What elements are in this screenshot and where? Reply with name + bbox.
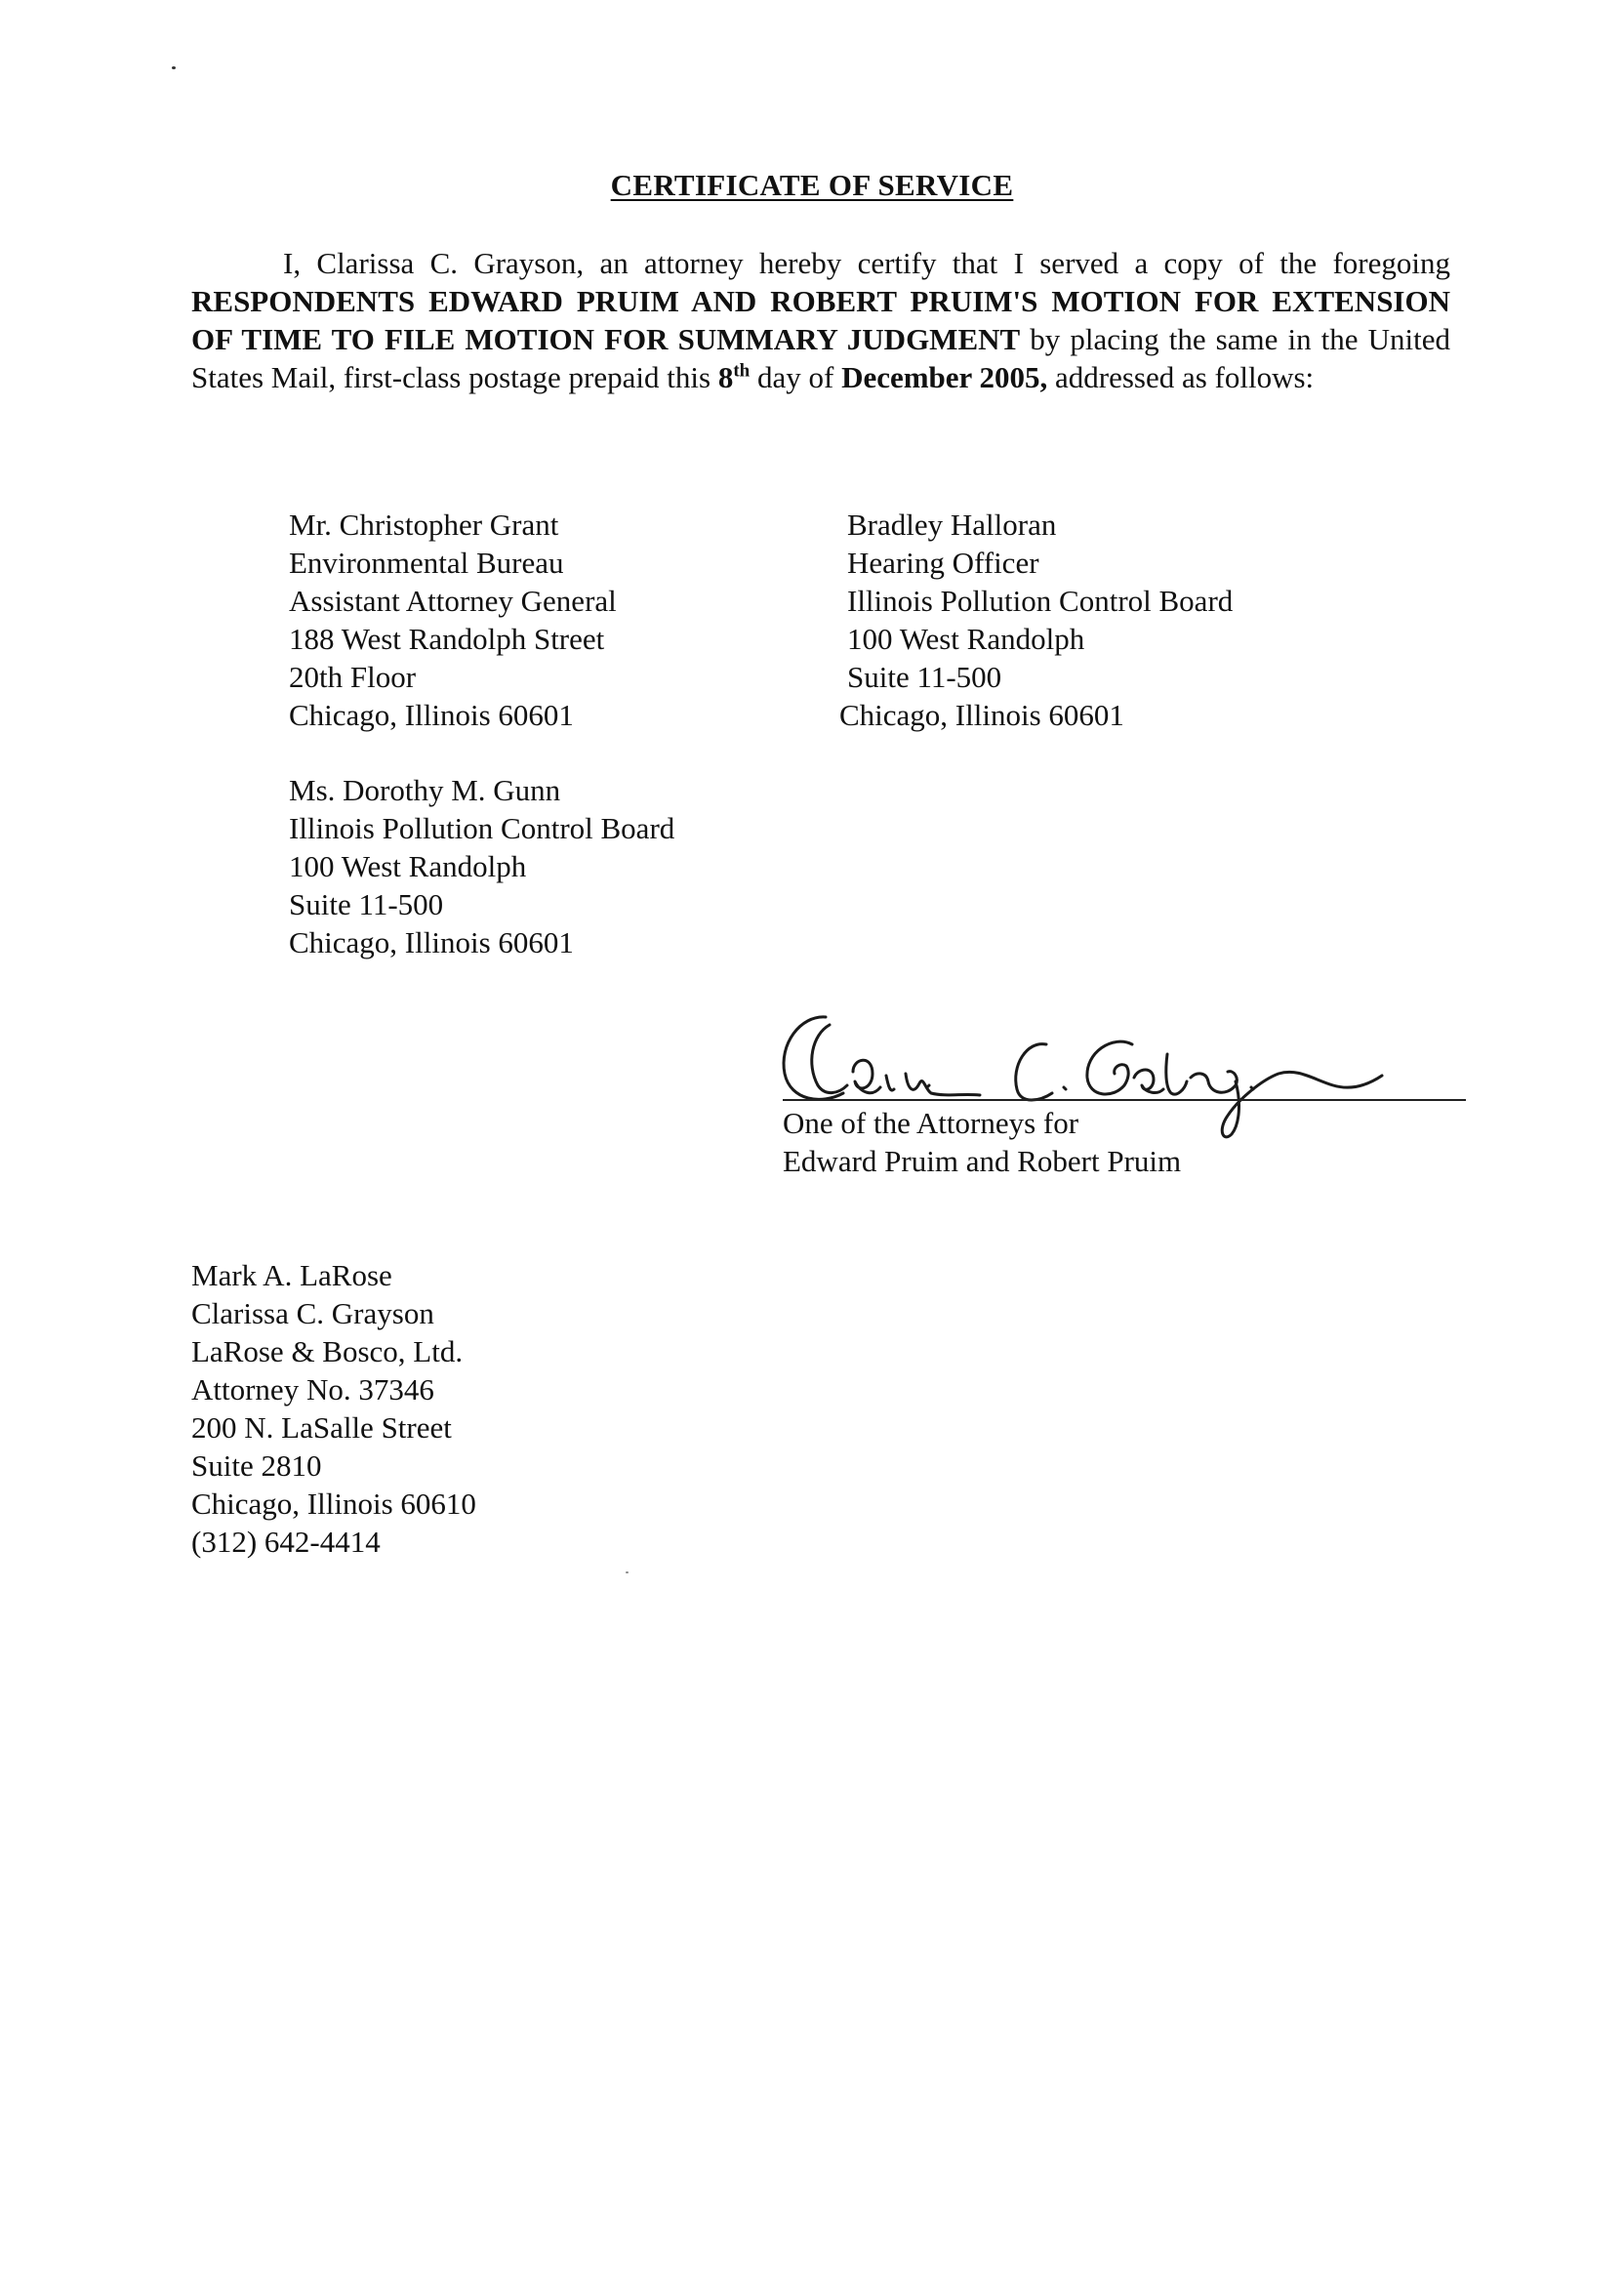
address-line: 188 West Randolph Street [289, 622, 605, 656]
address-line: Suite 11-500 [289, 887, 444, 921]
scan-speck [626, 1571, 629, 1573]
certification-closing: addressed as follows: [1055, 360, 1315, 394]
address-line: 20th Floor [289, 660, 417, 694]
service-day-suffix: th [733, 360, 751, 382]
address-line: Suite 11-500 [847, 660, 1002, 694]
signature-caption [783, 1104, 1181, 1180]
address-line: Environmental Bureau [289, 546, 564, 580]
service-date: December 2005, [841, 360, 1048, 394]
address-line: Ms. Dorothy M. Gunn [289, 773, 561, 807]
counsel-line: Attorney No. 37346 [191, 1372, 434, 1406]
address-line: Chicago, Illinois 60601 [839, 698, 1124, 732]
address-line: Bradley Halloran [847, 508, 1057, 542]
address-line: Chicago, Illinois 60601 [289, 925, 574, 959]
recipient-address-gunn [289, 771, 674, 961]
counsel-line: Suite 2810 [191, 1448, 322, 1483]
counsel-line: Mark A. LaRose [191, 1258, 392, 1292]
address-line: Assistant Attorney General [289, 584, 617, 618]
recipient-address-halloran [839, 506, 1234, 734]
service-day-word: day of [756, 360, 834, 394]
motion-title: RESPONDENTS EDWARD PRUIM AND ROBERT PRUIM'S MOTION FOR EXTENSION OF TIME TO FILE MOTION FOR SUMMARY JUDGMENT [191, 284, 1450, 356]
address-line: Hearing Officer [847, 546, 1039, 580]
address-line: Illinois Pollution Control Board [289, 811, 675, 845]
counsel-line: (312) 642-4414 [191, 1525, 381, 1559]
counsel-line: 200 N. LaSalle Street [191, 1410, 452, 1445]
address-line: Chicago, Illinois 60601 [289, 698, 574, 732]
counsel-line: Clarissa C. Grayson [191, 1296, 434, 1330]
certification-middle: by placing the same in the United States Mail, first-class postage prepaid this [191, 322, 1450, 394]
recipient-address-grant [289, 506, 617, 734]
certification-paragraph [191, 244, 1450, 396]
signature-caption-line: One of the Attorneys for [783, 1106, 1079, 1140]
counsel-line: LaRose & Bosco, Ltd. [191, 1334, 464, 1368]
signature-caption-line: Edward Pruim and Robert Pruim [783, 1144, 1182, 1178]
address-line: Illinois Pollution Control Board [847, 584, 1234, 618]
counsel-line: Chicago, Illinois 60610 [191, 1487, 476, 1521]
counsel-address-block [191, 1256, 476, 1561]
address-line: Mr. Christopher Grant [289, 508, 559, 542]
signature-line [783, 1099, 1466, 1101]
service-day: 8 [717, 360, 734, 394]
address-line: 100 West Randolph [847, 622, 1085, 656]
address-line: 100 West Randolph [289, 849, 527, 883]
scan-speck [172, 66, 176, 69]
certification-intro: I, Clarissa C. Grayson, an attorney hereby certify that I served a copy of the foregoing [283, 246, 1450, 280]
document-title: CERTIFICATE OF SERVICE [610, 168, 1014, 202]
